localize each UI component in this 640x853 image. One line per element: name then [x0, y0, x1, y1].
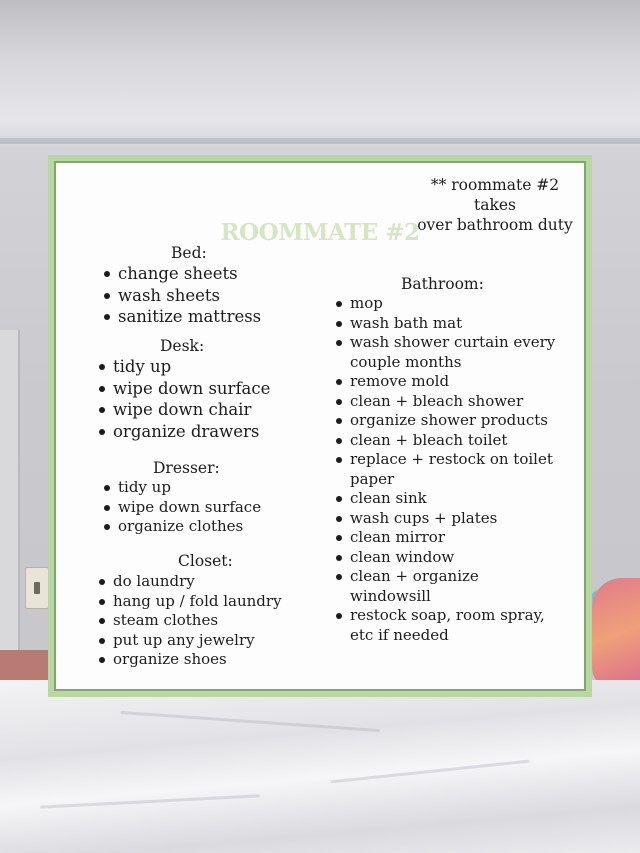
chore-card [48, 155, 592, 697]
list-item: tidy up [97, 356, 270, 378]
list-item: organize shoes [97, 650, 282, 670]
sheet-fold [40, 794, 260, 809]
list-item: clean mirror [334, 528, 564, 548]
list-item: put up any jewelry [97, 631, 282, 651]
list-item: organize clothes [102, 517, 261, 537]
list-item: sanitize mattress [102, 306, 261, 328]
list-item: wipe down chair [97, 399, 270, 421]
light-switch-toggle [34, 582, 40, 594]
note-line-2: over bathroom duty [417, 216, 573, 234]
dresser-list [102, 478, 261, 537]
list-item: wash bath mat [334, 314, 564, 334]
desk-list [97, 356, 270, 442]
chore-card-inner [54, 161, 586, 691]
list-item: change sheets [102, 263, 261, 285]
bathroom-title: Bathroom: [401, 275, 484, 293]
ceiling-line [0, 138, 640, 144]
list-item: clean sink [334, 489, 564, 509]
list-item: clean + bleach toilet [334, 431, 564, 451]
list-item: replace + restock on toilet paper [334, 450, 564, 489]
list-item: steam clothes [97, 611, 282, 631]
list-item: tidy up [102, 478, 261, 498]
list-item: do laundry [97, 572, 282, 592]
list-item: mop [334, 294, 564, 314]
list-item: wash shower curtain every couple months [334, 333, 564, 372]
bedsheet [0, 680, 640, 853]
list-item: restock soap, room spray, etc if needed [334, 606, 564, 645]
closet-title: Closet: [178, 552, 233, 570]
list-item: clean window [334, 548, 564, 568]
page-title: ROOMMATE #2 [220, 219, 420, 246]
dresser-title: Dresser: [153, 459, 220, 477]
list-item: hang up / fold laundry [97, 592, 282, 612]
list-item: wipe down surface [97, 378, 270, 400]
door-frame [0, 330, 20, 650]
pillow-right [592, 578, 640, 688]
light-switch [25, 567, 49, 609]
sheet-fold [120, 711, 380, 732]
list-item: clean + bleach shower [334, 392, 564, 412]
list-item: remove mold [334, 372, 564, 392]
list-item: organize shower products [334, 411, 564, 431]
bathroom-list [334, 294, 564, 645]
sheet-fold [330, 760, 529, 784]
bed-list [102, 263, 261, 328]
note-line-1: ** roommate #2 takes [430, 176, 560, 214]
list-item: wash cups + plates [334, 509, 564, 529]
list-item: wash sheets [102, 285, 261, 307]
bed-title: Bed: [171, 244, 207, 262]
list-item: clean + organize windowsill [334, 567, 564, 606]
list-item: wipe down surface [102, 498, 261, 518]
list-item: organize drawers [97, 421, 270, 443]
closet-list [97, 572, 282, 670]
desk-title: Desk: [160, 337, 205, 355]
